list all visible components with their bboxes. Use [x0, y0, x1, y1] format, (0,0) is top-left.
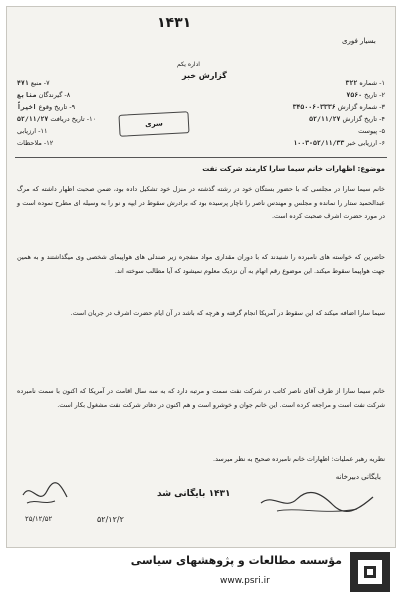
document-page — [6, 6, 396, 548]
paragraph-1: خانم سیما سارا در مجلسی که با حضور بستگان خود در رشته گذشته در منزل خود تشکیل داده بود، ضمن صحبت اظهار داشته که مرگ عبدالحمید ستار را نمانده و مجلس و مهندس ناصر را ناچار پرسیده بود که برادرش سقوط در ایپه و نو را به وسیله ای مطرح نموده است و در مورد حضرت اشرف صحبت کرده است. — [17, 185, 385, 221]
paragraph-5: نظریه رهبر عملیات: اظهارات خانم نامبرده صحیح به نظر میرسد. — [213, 455, 385, 463]
report-title: گزارش خبر — [182, 71, 227, 80]
field-left-8: ۸- گیرندگان منابع — [17, 91, 71, 99]
handwritten-scribble — [21, 477, 71, 509]
field-right-2: ۲- تاریخ ۷۵۶۰ — [346, 91, 385, 99]
institution-url[interactable]: www.psri.ir — [220, 576, 270, 586]
department-label: اداره یکم — [177, 61, 200, 68]
field-right-6: ۶- ارزیابی خبر ۵۲/۱۱/۳۳-۱۰۰۳ — [293, 139, 385, 147]
institution-footer — [0, 548, 400, 595]
institution-logo-icon — [350, 552, 390, 592]
handwritten-signature — [257, 487, 377, 517]
classification-stamp: سری — [118, 111, 189, 137]
paragraph-4: خانم سیما سارا از طرف آقای ناصر کاتب در شرکت نفت سمت و مرتبه دارد که به سه سال اقامت در آمریکا که اکنون با سمت نامبرده شرکت نفت است و مراجعه کرده است. این خانم جوان و خوشرو است و هم اکنون در دفاتر شرکت نفت مشغول بکار است. — [17, 387, 385, 409]
document-number: ۱۴۳۱ — [157, 15, 192, 31]
divider — [15, 157, 387, 158]
field-left-12: ۱۲- ملاحظات — [17, 139, 54, 147]
field-right-1: ۱- شماره ۳۲۲ — [345, 79, 385, 87]
field-left-10: ۱۰- تاریخ دریافت ۵۲/۱۱/۲۷ — [17, 115, 97, 123]
field-right-4: ۴- تاریخ گزارش ۵۲/۱۱/۲۷ — [309, 115, 385, 123]
field-left-11: ۱۱- ارزیابی — [17, 127, 48, 135]
archive-signature: ۱۴۳۱ بایگانی شد — [157, 489, 231, 499]
closing-line: بایگانی دبیرخانه — [335, 473, 381, 481]
subject-line: موضوع: اظهارات خانم سیما سارا کارمند شرکت نفت — [202, 165, 385, 173]
field-left-9: ۹- تاریخ وقوع اخیراً — [17, 103, 76, 111]
field-right-5: ۵- پیوست — [358, 127, 385, 135]
field-right-3: ۳- شماره گزارش ۳۴۵۰۰۶۰۳۳۳۶ — [292, 103, 385, 111]
paragraph-3: سیما سارا اضافه میکند که این سقوط در آمریکا انجام گرفته و هرچه که باشد در آن ایام حضرت اشرف در جریان است. — [70, 309, 385, 317]
margin-note: ۲۵/۱۲/۵۲ — [25, 515, 53, 523]
field-left-7: ۷- منبع ۴۷۱ — [17, 79, 50, 87]
date-signature: ۵۲/۱۲/۲ — [97, 515, 124, 524]
paragraph-2: حاضرین که خواسته های نامبرده را شنیدند که با دوران مقداری مواد منفجره زیر صندلی های هواپیمای شخصی وی میگذاشتند و به همین جهت هواپیما سقوط میکند. این موضوع رقم اتهام به آن نزدیک معلوم نمیشود که آیا مطالب سوخته اند. — [17, 253, 385, 275]
institution-name: مؤسسه مطالعات و پژوهشهای سیاسی — [130, 554, 342, 567]
urgency-label: بسیار فوری — [342, 37, 376, 45]
